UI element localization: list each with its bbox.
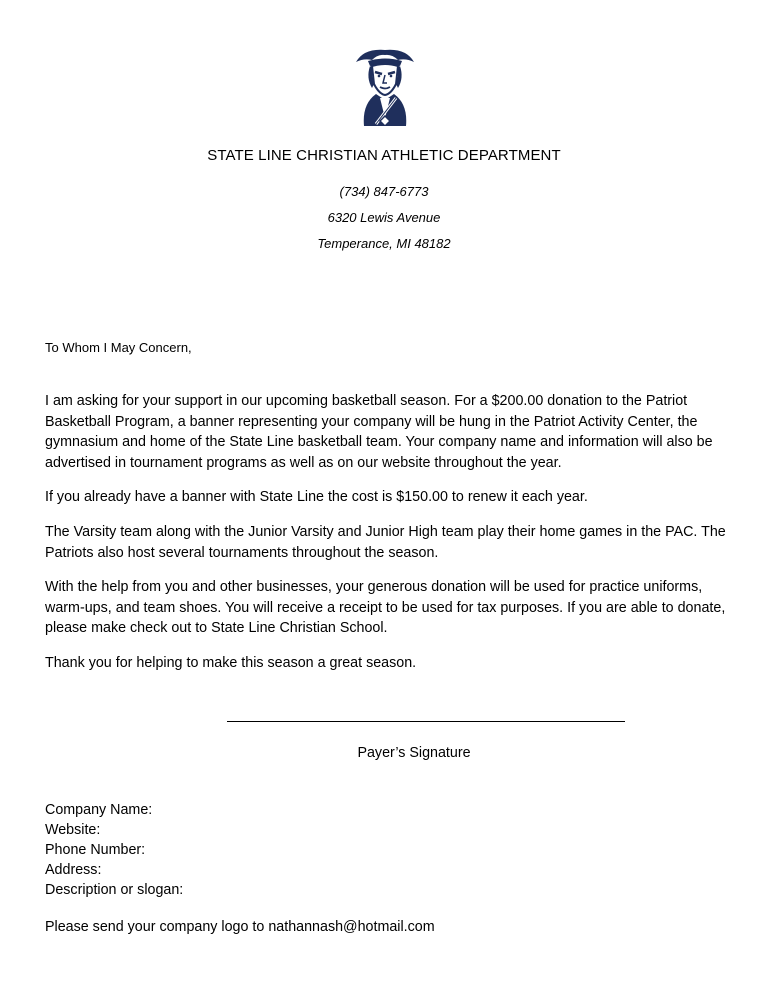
department-title: STATE LINE CHRISTIAN ATHLETIC DEPARTMENT [207,147,561,164]
company-info-fields [45,800,183,900]
paragraph-renewal-cost: If you already have a banner with State Line the cost is $150.00 to renew it each year. [45,489,588,506]
signature-line [227,721,625,722]
field-company-name: Company Name: [45,802,153,818]
paragraph-donation-use: With the help from you and other businesses, your generous donation will be used for practice uniforms, warm-ups, and team shoes. You will receive a receipt to be used for tax purposes. If you are able to donate, please make check out to State Line Christian School. [45,579,726,637]
field-phone-number: Phone Number: [45,842,146,858]
phone-number: (734) 847-6773 [339,184,429,199]
salutation: To Whom I May Concern, [45,340,192,355]
signature-label: Payer’s Signature [357,745,471,761]
city-address: Temperance, MI 48182 [317,236,451,251]
field-description: Description or slogan: [45,882,184,898]
patriot-mascot-logo [350,44,420,126]
letter-body [45,391,729,688]
paragraph-home-games: The Varsity team along with the Junior Varsity and Junior High team play their home games in the PAC. The Patriots also host several tournaments throughout the season. [45,523,726,561]
street-address: 6320 Lewis Avenue [327,210,441,225]
paragraph-donation-request: I am asking for your support in our upcoming basketball season. For a $200.00 donation to the Patriot Basketball Program, a banner representing your company will be hung in the Patriot Activity Center, the gymnasium and home of the State Line basketball team. Your company name and information will also be advertised in tournament programs as well as on our website throughout the year. [45,393,713,471]
field-website: Website: [45,822,101,838]
paragraph-thank-you: Thank you for helping to make this season a great season. [45,654,417,671]
field-address: Address: [45,862,102,878]
closing-instruction: Please send your company logo to nathannash@hotmail.com [45,919,435,935]
